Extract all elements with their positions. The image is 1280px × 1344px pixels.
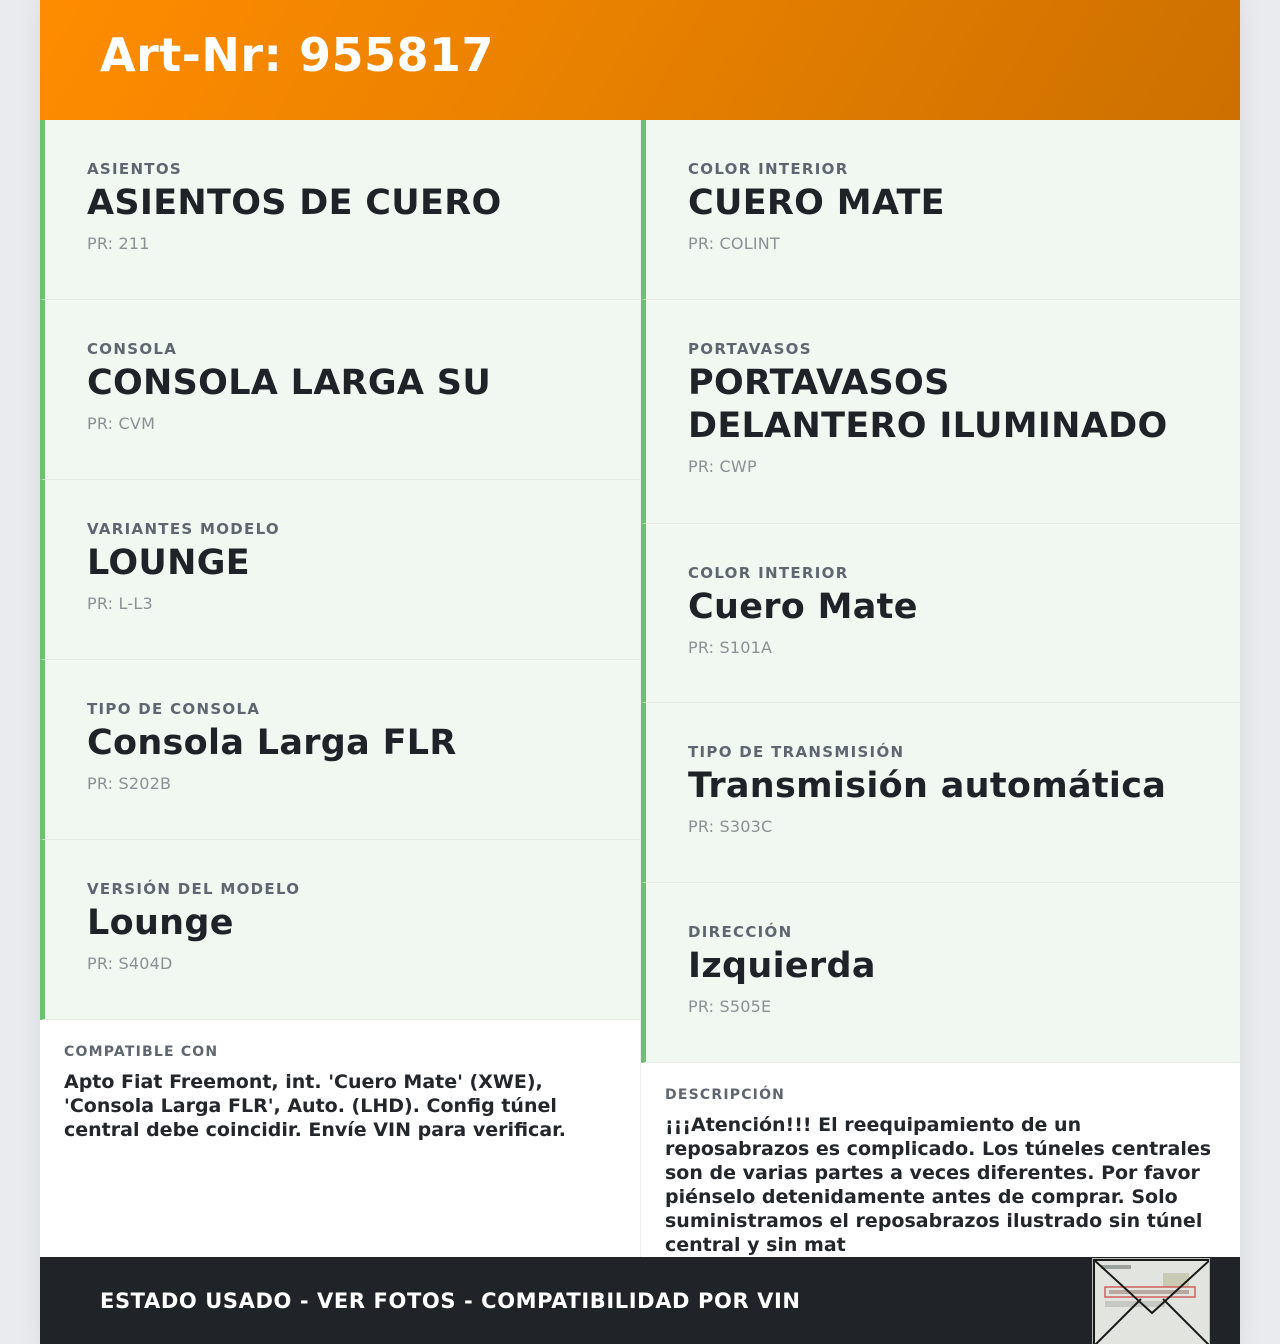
compatible-section [40,1020,640,1257]
spec-pr-code: PR: S303C [688,817,773,837]
spec-item-variantes-modelo [40,480,640,660]
spec-label: PORTAVASOS [688,339,812,358]
spec-pr-code: PR: S505E [688,997,772,1017]
spec-value: PORTAVASOS DELANTERO ILUMINADO [688,362,1168,446]
spec-value: Transmisión automática [688,766,1167,807]
status-footer-text: ESTADO USADO - VER FOTOS - COMPATIBILIDAD POR VIN [100,1288,801,1313]
spec-column-left [40,120,640,1257]
spec-item-version-modelo [40,840,640,1020]
spec-value: CUERO MATE [688,183,945,223]
spec-value: Lounge [87,903,234,943]
spec-item-direccion [641,883,1240,1063]
spec-value: ASIENTOS DE CUERO [87,183,502,223]
spec-pr-code: PR: S202B [87,774,172,793]
spec-label: ASIENTOS [87,160,182,178]
spec-pr-code: PR: 211 [87,234,150,253]
vin-label-thumbnail[interactable] [1092,1258,1210,1344]
spec-pr-code: PR: S404D [87,954,173,973]
spec-label: VERSIÓN DEL MODELO [87,880,301,898]
compatible-text: Apto Fiat Freemont, int. 'Cuero Mate' (XWE), 'Consola Larga FLR', Auto. (LHD). Config túnel central debe coincidir. Envíe VIN para verificar. [64,1071,567,1141]
spec-value: Cuero Mate [688,586,918,627]
article-number-title: Art-Nr: 955817 [100,28,495,82]
spec-pr-code: PR: CWP [688,456,757,476]
spec-pr-code: PR: L-L3 [87,594,153,613]
spec-item-asientos [40,120,640,300]
spec-label: TIPO DE TRANSMISIÓN [688,743,905,762]
spec-value: Consola Larga FLR [87,723,457,763]
spec-label: TIPO DE CONSOLA [87,700,261,718]
vin-label-photo-icon [1093,1259,1210,1344]
spec-item-portavasos [641,300,1240,524]
spec-value: LOUNGE [87,543,250,583]
spec-item-tipo-transmision [641,703,1240,883]
spec-value: Izquierda [688,946,876,987]
compatible-label: COMPATIBLE CON [64,1044,219,1060]
spec-item-color-interior [641,120,1240,300]
spec-label: VARIANTES MODELO [87,520,280,538]
spec-columns [40,120,1240,1257]
spec-label: COLOR INTERIOR [688,160,849,178]
spec-value: CONSOLA LARGA SU [87,363,492,403]
description-label: DESCRIPCIÓN [665,1087,786,1103]
spec-item-color-interior-2 [641,524,1240,704]
spec-label: CONSOLA [87,340,178,358]
product-sheet [40,0,1240,1344]
spec-label: COLOR INTERIOR [688,563,849,582]
spec-item-tipo-consola [40,660,640,840]
description-text: ¡¡¡Atención!!! El reequipamiento de un reposabrazos es complicado. Los túneles centrales son de varias partes a veces diferentes. Por favor piénselo detenidamente antes de comprar. Solo suministramos el reposabrazos ilustrado sin túnel central y sin mat [665,1114,1212,1256]
spec-column-right [640,120,1240,1257]
spec-item-consola [40,300,640,480]
spec-pr-code: PR: S101A [688,637,773,657]
status-footer [40,1257,1240,1344]
spec-pr-code: PR: CVM [87,414,156,433]
spec-label: DIRECCIÓN [688,923,793,942]
spec-pr-code: PR: COLINT [688,234,780,253]
description-section [641,1063,1240,1257]
article-header [40,0,1240,120]
